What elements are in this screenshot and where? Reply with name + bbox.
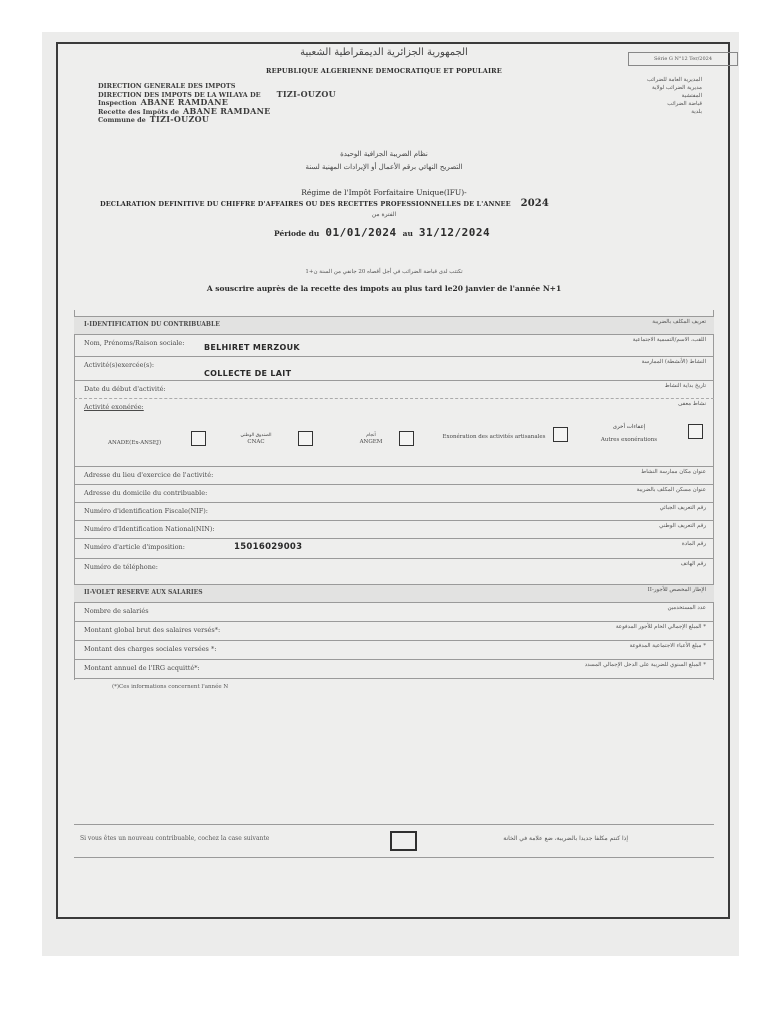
field-phone-label-ar: رقم الهاتف xyxy=(680,561,706,567)
section-identification-title: I-IDENTIFICATION DU CONTRIBUABLE xyxy=(84,321,220,328)
admin-line-dgi: DIRECTION GENERALE DES IMPOTS xyxy=(98,82,236,90)
regime-title: Régime de l'Impôt Forfaitaire Unique(IFU)- xyxy=(301,188,467,197)
field-exempt-label-ar: نشاط معفى xyxy=(678,401,706,407)
option-cnac-ar: الصندوق الوطني xyxy=(240,433,272,438)
field-name[interactable] xyxy=(74,334,714,354)
field-home-address-label-ar: عنوان مسكن المكلف بالضريبة xyxy=(636,487,706,493)
header-arabic: الجمهورية الجزائرية الديمقراطية الشعبية xyxy=(300,47,468,58)
admin-ar-line: مديرية الضرائب لولاية xyxy=(652,85,702,91)
admin-ar-line: المديرية العامة للضرائب xyxy=(647,77,702,83)
field-activity-label: Activité(s)exercée(s): xyxy=(84,361,155,369)
field-start-date[interactable] xyxy=(74,380,714,398)
field-start-date-label: Date du début d'activité: xyxy=(84,385,166,393)
declaration-year: 2024 xyxy=(520,198,549,209)
field-exempt-label: Activité exonérée: xyxy=(84,403,144,411)
field-article-value: 15016029003 xyxy=(234,542,303,552)
field-gross-salaries[interactable] xyxy=(74,621,714,640)
field-article-label-ar: رقم المادة xyxy=(681,541,706,547)
option-anade-checkbox[interactable] xyxy=(191,431,206,446)
admin-ar-line: قباضة الضرائب xyxy=(667,101,702,107)
admin-wilaya-value: TIZI-OUZOU xyxy=(276,88,336,99)
admin-recette-label: Recette des Impôts de xyxy=(98,107,180,116)
admin-commune-value: TIZI-OUZOU xyxy=(149,114,210,124)
option-other-checkbox[interactable] xyxy=(688,424,703,439)
field-nin[interactable] xyxy=(74,520,714,538)
administration-block-arabic xyxy=(647,76,702,116)
field-gross-salaries-label-ar: المبلغ الإجمالي الخام للأجور المدفوعة * xyxy=(615,624,706,630)
submission-note-arabic: تكتتب لدى قباضة الضرائب في أجل أقصاه 20 جانفي من السنة ن+1 xyxy=(305,269,463,275)
field-social-charges[interactable] xyxy=(74,640,714,659)
field-nif-label: Numéro d'identification Fiscale(NIF): xyxy=(84,507,208,515)
field-employee-count[interactable] xyxy=(74,602,714,621)
period-arabic: الفترة من xyxy=(371,211,397,218)
admin-inspection-value: ABANE RAMDANE xyxy=(140,97,229,107)
field-gross-salaries-label: Montant global brut des salaires versés*: xyxy=(84,626,221,634)
new-taxpayer-row xyxy=(74,824,714,858)
year-n-note: (*)Ces informations concernent l'année N xyxy=(112,684,229,690)
new-taxpayer-label: Si vous êtes un nouveau contribuable, cochez la case suivante xyxy=(80,835,270,842)
period-from-date: 01/01/2024 xyxy=(325,226,397,239)
field-home-address-label: Adresse du domicile du contribuable: xyxy=(84,489,208,497)
field-activity[interactable] xyxy=(74,356,714,380)
option-angem-fr: ANGEM xyxy=(359,439,383,445)
field-name-label: Nom, Prénoms/Raison sociale: xyxy=(84,339,185,347)
field-home-address[interactable] xyxy=(74,484,714,502)
field-nif[interactable] xyxy=(74,502,714,520)
new-taxpayer-label-ar: إذا كنتم مكلفا جديدا بالضريبة، ضع علامة في الخانة xyxy=(503,835,628,842)
period-to-label: au xyxy=(402,229,413,238)
field-article-number[interactable] xyxy=(74,538,714,558)
field-irg-label-ar: المبلغ السنوي للضريبة على الدخل الإجمالي المسدد * xyxy=(584,662,706,668)
field-nif-label-ar: رقم التعريف الجبائي xyxy=(659,505,706,511)
field-phone-label: Numéro de téléphone: xyxy=(84,563,158,571)
field-employee-count-label-ar: عدد المستخدمين xyxy=(667,605,706,611)
field-exempt-activity xyxy=(74,398,714,420)
option-other-fr: Autres exonérations xyxy=(600,437,658,443)
exemption-options xyxy=(74,420,714,466)
period-label: Période du xyxy=(274,229,320,238)
field-name-value: BELHIRET MERZOUK xyxy=(204,343,300,352)
option-artisanal-label: Exonération des activités artisanales xyxy=(442,434,546,440)
field-social-charges-label-ar: مبلغ الأعباء الاجتماعية المدفوعة * xyxy=(629,643,706,649)
admin-recette-value: ABANE RAMDANE xyxy=(183,105,271,116)
field-irg-label: Montant annuel de l'IRG acquitté*: xyxy=(84,664,200,672)
field-activity-address-label-ar: عنوان مكان ممارسة النشاط xyxy=(641,469,706,475)
administration-block xyxy=(98,83,336,125)
declaration-title-arabic: التصريح النهائي برقم الأعمال أو الإيرادات المهنية لسنة xyxy=(305,163,463,171)
section-salaries-title: II-VOLET RESERVE AUX SALARIES xyxy=(84,589,203,596)
field-employee-count-label: Nombre de salariés xyxy=(84,607,149,615)
declaration-title xyxy=(100,198,549,209)
admin-commune-label: Commune de xyxy=(98,116,146,124)
field-activity-address-label: Adresse du lieu d'exercice de l'activité: xyxy=(84,471,214,479)
admin-wilaya-label: DIRECTION DES IMPOTS DE LA WILAYA DE xyxy=(98,90,261,99)
header-french: REPUBLIQUE ALGERIENNE DEMOCRATIQUE ET POPULAIRE xyxy=(266,67,502,75)
section-salaries-title-ar: II-الإطار المخصص للأجور xyxy=(647,587,706,593)
option-angem-checkbox[interactable] xyxy=(399,431,414,446)
period-line xyxy=(274,226,496,239)
field-nin-label: Numéro d'Identification National(NIN): xyxy=(84,525,215,533)
declaration-title-text: DECLARATION DEFINITIVE DU CHIFFRE D'AFFAIRES OU DES RECETTES PROFESSIONNELLES DE L'ANNEE xyxy=(100,200,511,208)
section-salaries-header xyxy=(74,584,714,602)
option-artisanal-checkbox[interactable] xyxy=(553,427,568,442)
option-angem-ar: أنجام xyxy=(366,433,376,438)
field-irg-amount[interactable] xyxy=(74,659,714,679)
option-other-ar: إعفاءات أخرى xyxy=(612,424,646,430)
option-angem-label xyxy=(346,432,396,446)
field-activity-address[interactable] xyxy=(74,466,714,484)
field-social-charges-label: Montant des charges sociales versées *: xyxy=(84,645,217,653)
admin-inspection-label: Inspection xyxy=(98,99,137,107)
option-other-label xyxy=(584,424,674,444)
option-anade-label: ANADE(Ex-ANSEJ) xyxy=(108,440,162,446)
regime-title-arabic: نظام الضريبة الجزافية الوحيدة xyxy=(340,150,428,158)
form-reference: Série G N°12 Ter/2024 xyxy=(628,52,738,66)
field-nin-label-ar: رقم التعريف الوطني xyxy=(659,523,706,529)
field-activity-value: COLLECTE DE LAIT xyxy=(204,369,292,378)
submission-note: A souscrire auprès de la recette des impots au plus tard le20 janvier de l'année N+1 xyxy=(206,284,562,293)
field-name-label-ar: اللقب، الاسم/التسمية الاجتماعية xyxy=(632,337,706,343)
field-article-label: Numéro d'article d'imposition: xyxy=(84,543,185,551)
field-start-date-label-ar: تاريخ بداية النشاط xyxy=(664,383,706,389)
admin-ar-line: بلدية xyxy=(691,109,702,115)
option-cnac-fr: CNAC xyxy=(247,439,265,445)
new-taxpayer-checkbox[interactable] xyxy=(390,831,417,851)
section-identification-title-ar: تعريف المكلف بالضريبة xyxy=(652,319,706,325)
field-activity-label-ar: النشاط (الأنشطة) الممارسة xyxy=(641,359,706,365)
admin-ar-line: المفتشية xyxy=(681,93,702,99)
section-identification-header xyxy=(74,316,714,334)
option-cnac-checkbox[interactable] xyxy=(298,431,313,446)
period-to-date: 31/12/2024 xyxy=(418,226,491,239)
option-cnac-label xyxy=(226,432,286,446)
field-phone[interactable] xyxy=(74,558,714,580)
